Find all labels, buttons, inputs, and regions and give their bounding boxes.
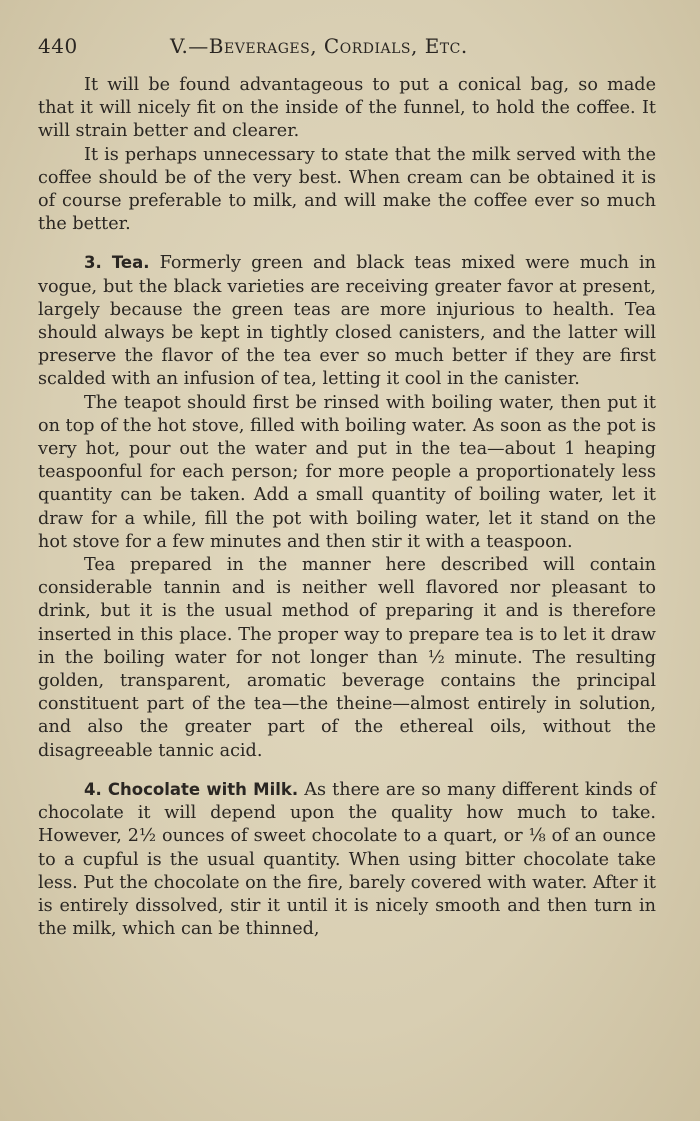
section-text: As there are so many different kinds of chocolate it will depend upon the quality how much to take. However, 2½ ounces of sweet chocolate to a quart, or ⅛ of an ounce to a cupful is the usual quantity. When using bitter chocolate take less. Put the chocolate on the fire, barely covered with water. After it is entirely dissolved, stir it until it is nicely smooth and then turn in the milk, which can be thinned,	[38, 779, 657, 940]
section-number: 3.	[84, 253, 102, 273]
paragraph-conical-bag: It will be found advantageous to put a conical bag, so made that it will nicely fit on the inside of the funnel, to hold the coffee. It will strain better and clearer.	[38, 75, 656, 142]
page-number: 440	[38, 34, 78, 58]
section-number: 4.	[84, 779, 102, 799]
paragraph-milk: It is perhaps unnecessary to state that the milk served with the coffee should be of the very best. When cream can be obtained it is of course preferable to milk, and will make the coffee ever so much the better.	[38, 144, 656, 235]
page-header	[38, 34, 663, 64]
body-text	[38, 74, 656, 941]
section-tea	[38, 251, 656, 391]
running-title: V.—Beverages, Cordials, Etc.	[170, 34, 468, 58]
section-text: Formerly green and black teas mixed were much in vogue, but the black varieties are receiving greater favor at present, largely because the green teas are more injurious to health. Tea should always be kept in tightly closed canisters, and the latter will preserve the flavor of the tea ever so much better if they are first scalded with an infusion of tea, letting it cool in the canister.	[38, 253, 656, 390]
section-chocolate	[38, 778, 656, 941]
paragraph-tea-prepared: Tea prepared in the manner here described will contain considerable tannin and is neither well flavored nor pleasant to drink, but it is the usual method of preparing it and is therefore inserted in this place. The proper way to prepare tea is to let it draw in the boiling water for not longer than ½ minute. The resulting golden, transparent, aromatic beverage contains the principal constituent part of the tea—the theine—almost entirely in solution, and also the greater part of the ethereal oils, without the disagreeable tannic acid.	[38, 555, 656, 761]
section-title: Tea.	[111, 253, 150, 273]
paragraph-teapot: The teapot should first be rinsed with boiling water, then put it on top of the hot stove, filled with boiling water. As soon as the pot is very hot, pour out the water and put in the tea—about 1 heaping teaspoonful for each person; for more people a proportionately less quantity can be taken. Add a small quantity of boiling water, let it draw for a while, fill the pot with boiling water, let it stand on the hot stove for a few minutes and then stir it with a teaspoon.	[38, 392, 656, 552]
section-title: Chocolate with Milk.	[107, 779, 299, 799]
